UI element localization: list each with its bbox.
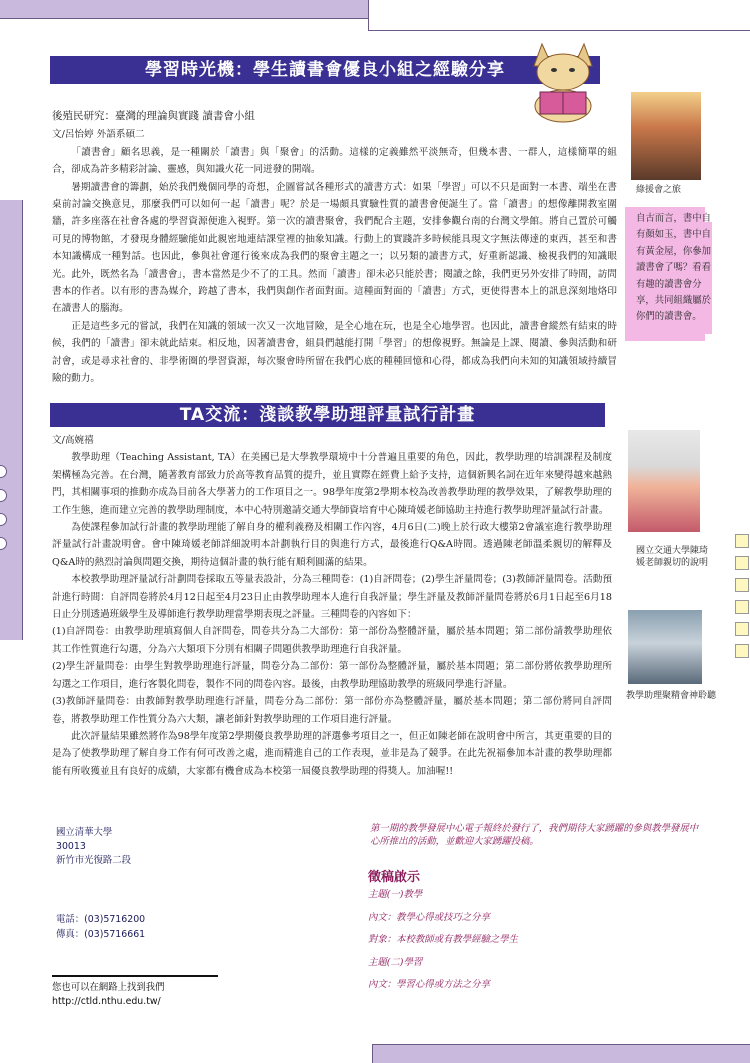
classroom-photo — [628, 610, 702, 684]
photo-caption: 綠援會之旅 — [636, 185, 682, 195]
article-paragraph: 此次評量結果雖然將作為98學年度第2學期優良教學助理的評選參考項目之一，但正如陳老師在說明會中所言，其更重要的目的是為了使教學助理了解自身工作有何可改善之處，進而精進自己的工作表現，並非是為了競爭。在此先祝福參加本計畫的教學助理都能有所收獲並且有良好的成績，大家都有機會成為本校第一屆優良教學助理的得獎人。加油喔!! — [52, 730, 612, 777]
street-address: 新竹市光復路二段 — [56, 855, 132, 866]
submission-item: 主題(一)教學 — [368, 889, 423, 900]
article-paragraph: (1)自評問卷：由教學助理填寫個人自評問卷，問卷共分為二大部份：第一部份為整體評量，屬於基本問題；第二部份請教學助理依其工作性質進行勾選，分為六大類項下分別有相關子問題供教學助理進行自我評量。 — [52, 626, 612, 655]
photo-caption: 國立交通大學陳琦媛老師親切的說明 — [636, 546, 709, 568]
section-banner-ta: TA交流：淺談教學助理評量試行計畫 — [50, 403, 605, 427]
submission-item: 內文：學習心得或方法之分享 — [368, 979, 490, 990]
margin-square — [735, 600, 749, 614]
submission-item: 主題(二)學習 — [368, 956, 423, 968]
submission-title: 徵稿啟示 — [368, 870, 421, 885]
photo-caption: 教學助理聚精會神聆聽 — [626, 691, 717, 701]
margin-square — [735, 644, 749, 658]
reading-club-photo — [631, 92, 701, 180]
submission-item: 內文：教學心得或技巧之分享 — [368, 911, 490, 923]
article-paragraph: 暑期讀書會的籌劃，始於我們幾個同學的奇想，企圖嘗試各種形式的讀書方式：如果「學習」可以不只是面對一本書、端坐在書桌前討論交換意見，那麼我們可以如何一起「讀書」呢？於是一場頗具實驗性質的讀書會便誕生了。當「讀書」的想像離開教室圍牆，許多座落在社會各處的學習資源便進入視野。第一次的讀書聚會，我們配合主題，安排參觀台南的台灣文學館。將自己置於可觸可見的博物館，才發現身體經驗能如此親密地連結課堂裡的抽象知識。行動上的實踐許多時候能具現文字無法傳達的東西，甚至和書本知識構成一種對話。也因此，參與社會運行後來成為我們的聚會主題之一；以另類的讀書方式，好重新認識、檢視我們的知識眼光。此外，既然名為「讀書會」，書本當然是少不了的工具。然而「讀書」卻未必只能於書；閱讀之餘，我們更另外安排了時間，訪問書本的作者。以有形的書為媒介，跨越了書本，我們與創作者面對面。這種面對面的「讀書」方式，更使得書本上的訊息深刻地烙印在讀書人的腦海。 — [52, 181, 617, 315]
margin-square — [735, 578, 749, 592]
article-paragraph: 教學助理（Teaching Assistant, TA）在美國已是大學教學環境中十分普遍且重要的角色，因此，教學助理的培訓課程及制度架構極為完善。在台灣，隨著教育部致力於高等教育品質的提升，並且實際在經費上給予支持，這個新興名詞在近年來變得越來越熱門，其相關事項的推動亦成為目前各大學著力的工作項目之一。98學年度第2學期本校為改善教學助理的教學效果，了解教學助理的工作生態，進而建立完善的教學助理制度，本中心特別邀請交通大學師資培育中心陳琦媛老師協助主持進行教學助理評量試行計畫。 — [52, 452, 612, 516]
web-label: 您也可以在網路上找到我們 — [52, 982, 165, 993]
article-byline: 文/高婉禧 — [52, 435, 94, 446]
bottom-band — [372, 1044, 750, 1063]
zip-code: 30013 — [56, 841, 86, 852]
address-block — [56, 826, 131, 868]
article-paragraph: 「讀書會」顧名思義，是一種關於「讀書」與「聚會」的活動。這樣的定義雖然平淡無奇，但幾本書、一群人，這樣簡單的組合，卻成為許多精彩討論、靈感，與知識火花一同迸發的開端。 — [52, 146, 617, 176]
submission-item: 對象：本校教師或有教學經驗之學生 — [368, 934, 519, 945]
org-name: 國立清華大學 — [56, 827, 113, 838]
contact-block — [56, 912, 145, 942]
article-ta-evaluation — [52, 432, 612, 780]
article-byline: 文/呂怡婷 外語系碩二 — [52, 129, 145, 141]
article-heading: 後殖民研究：臺灣的理論與實踐 讀書會小組 — [52, 110, 255, 122]
top-right-band — [368, 0, 750, 31]
sidebar-promo-text: 自古而言，書中自有顏如玉，書中自有黃金屋，你參加讀書會了嗎？看看有趣的讀書會分享，共同組織屬於你們的讀書會。 — [636, 213, 712, 323]
teacher-photo — [628, 430, 700, 532]
web-block — [52, 981, 165, 1009]
submission-list — [368, 884, 518, 997]
left-band — [0, 200, 23, 640]
article-paragraph: (3)教師評量問卷：由教師對教學助理進行評量，問卷分為二部份：第一部份亦為整體評量，屬於基本問題；第二部份將同自評問卷，將教學助理工作性質分為六大類，讓老師針對教學助理的工作項目進行評量。 — [52, 696, 612, 725]
newsletter-notice: 第一期的教學發展中心電子報終於發行了，我們期待大家踴躍的參與教學發展中心所推出的活動，並歡迎大家踴躍投稿。 — [370, 823, 699, 847]
article-paragraph: (2)學生評量問卷：由學生對教學助理進行評量，問卷分為二部份：第一部份為整體評量，屬於基本問題；第二部份將依教學助理所勾選之工作項目，進行客製化問卷，製作不同的問卷內容。最後，由教學助理協助教學的班級同學進行評量。 — [52, 661, 612, 690]
margin-square — [735, 622, 749, 636]
fax-number: 傳真：(03)5716661 — [56, 929, 146, 940]
website-link[interactable]: http://ctld.nthu.edu.tw/ — [52, 996, 161, 1007]
article-paragraph: 本校教學助理評量試行計劃問卷採取五等量表設計，分為三種問卷：(1)自評問卷；(2)學生評量問卷；(3)教師評量問卷。活動預計進行時間：自評問卷將於4月12日起至4月23日止由教學助理本人進行自我評量；學生評量及教師評量問卷將於6月1日起至6月18日止分別透過班級學生及導師進行教學助理當學期表現之評量。三種問卷的內容如下： — [52, 574, 612, 621]
top-left-band — [0, 0, 370, 19]
article-reading-club — [52, 108, 617, 388]
phone-number: 電話：(03)5716200 — [56, 914, 146, 925]
margin-square — [735, 534, 749, 548]
section-banner-reading-club: 學習時光機：學生讀書會優良小組之經驗分享 — [50, 56, 600, 84]
article-paragraph: 為使課程參加試行計畫的教學助理能了解自身的權利義務及相關工作內容，4月6日(二)晚上於行政大樓第2會議室進行教學助理評量試行計畫說明會。會中陳琦媛老師詳細說明本計劃執行目的與進行方式，最後進行Q&A時間。透過陳老師溫柔親切的解釋及Q&A時的熱烈討論與問題交換，期待這個計畫的執行能有順利圓滿的結果。 — [52, 522, 612, 568]
article-paragraph: 正是這些多元的嘗試，我們在知識的領域一次又一次地冒險，是全心地在玩，也是全心地學習。也因此，讀書會縱然有結束的時候，我們的「讀書」卻未就此結束。相反地，因著讀書會，組員們越能打開「學習」的想像視野。無論是上課、閱讀、參與活動和研討會，或是尋求社會的、非學術圈的學習資源，每次聚會時所留在我們心底的種種回憶和心得，都成為我們向未知的知識領域持續冒險的動力。 — [52, 320, 617, 385]
margin-square — [735, 556, 749, 570]
divider — [52, 975, 218, 977]
